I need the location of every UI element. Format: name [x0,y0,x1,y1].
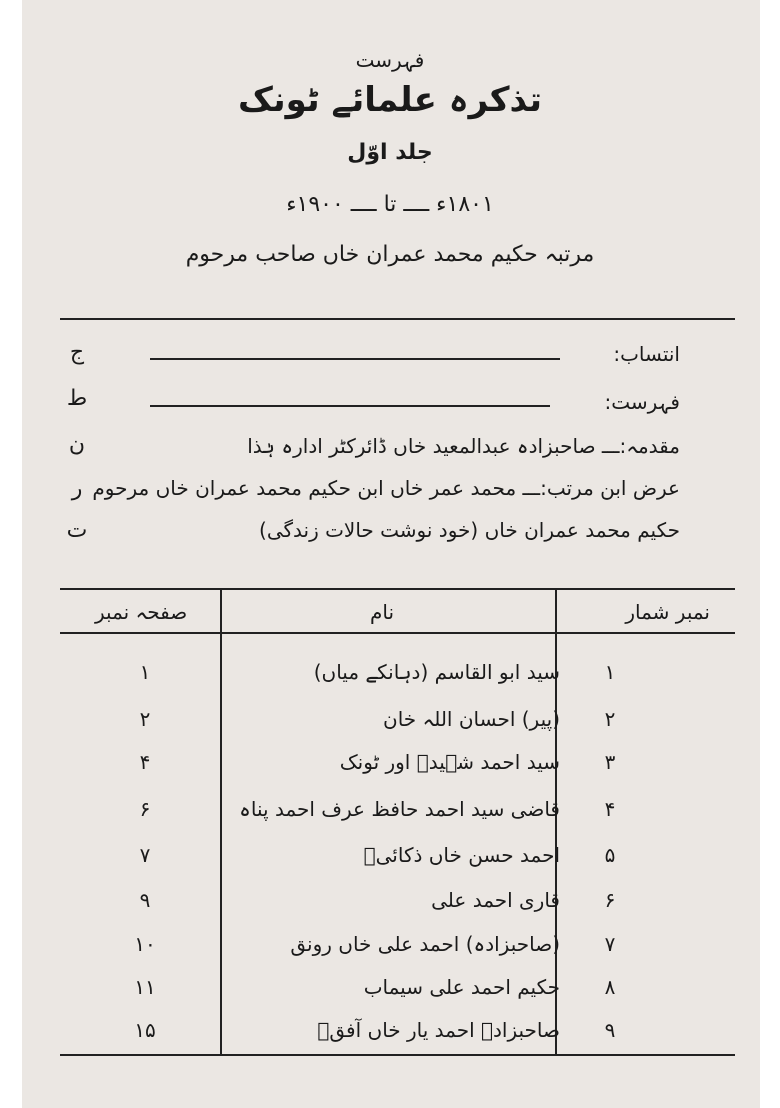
page-cell: ۱ [139,660,151,684]
page-cell: ۷ [139,843,151,867]
page-cell: ۶ [139,797,151,821]
front-matter-item: فہرست: [604,390,680,414]
leader-line [150,358,560,360]
serial-cell: ۷ [604,932,616,956]
table-row [0,797,780,837]
front-matter-item: انتساب: [613,342,680,366]
front-matter-page: ر [71,476,83,501]
page-cell: ۱۱ [134,975,156,999]
table-top-border [60,588,735,590]
period: ۱۸۰۱ء ــــ تا ــــ ۱۹۰۰ء [286,192,494,217]
serial-cell: ۹ [604,1018,616,1042]
serial-cell: ۲ [604,707,616,731]
front-matter-item: عرض ابن مرتب:ـــ محمد عمر خاں ابن حکیم محمد عمران خاں مرحوم [92,476,680,500]
serial-cell: ۵ [604,843,616,867]
page-cell: ۱۵ [134,1018,156,1042]
table-row [0,1018,780,1058]
name-cell: سید احمد شہیدؒ اور ٹونک [339,750,560,774]
leader-line [150,405,550,407]
page-cell: ۱۰ [134,932,156,956]
serial-cell: ۸ [604,975,616,999]
front-matter-item: حکیم محمد عمران خاں (خود نوشت حالات زندگی) [259,518,680,542]
serial-cell: ۱ [604,660,616,684]
name-cell: (پیر) احسان اللہ خان [383,707,560,731]
table-row [0,975,780,1015]
table-row [0,843,780,883]
table-row [0,660,780,700]
header-name: نام [370,600,395,624]
front-matter-page: ج [69,340,85,365]
page-cell: ۹ [139,888,151,912]
name-cell: صاحبزادہ احمد یار خاں آفقؔ [317,1018,560,1042]
front-matter-page: ن [68,432,86,457]
name-cell: قاضی سید احمد حافظ عرف احمد پناہ [239,797,560,821]
serial-cell: ۶ [604,888,616,912]
table-row [0,750,780,790]
page-cell: ۴ [139,750,151,774]
front-matter-item: مقدمہ:ـــ صاحبزادہ عبدالمعید خاں ڈائرکٹر ادارہ ہٰذا [247,434,680,458]
header-border [60,632,735,634]
table-row [0,888,780,928]
name-cell: سید ابو القاسم (دہانکے میاں) [313,660,560,684]
divider [60,318,735,320]
volume-label: جلد اوّل [347,140,433,165]
name-cell: قاری احمد علی [431,888,560,912]
name-cell: حکیم احمد علی سیماب [363,975,560,999]
front-matter-page: ط [66,386,88,411]
front-matter-page: ت [66,518,88,543]
page-cell: ۲ [139,707,151,731]
table-row [0,932,780,972]
serial-cell: ۳ [604,750,616,774]
name-cell: احمد حسن خاں ذکائیؔ [363,843,560,867]
table-row [0,707,780,747]
book-title: تذکرہ علمائے ٹونک [238,80,542,120]
compiler: مرتبہ حکیم محمد عمران خاں صاحب مرحوم [185,242,595,267]
header-serial: نمبر شمار [625,600,710,624]
header-page: صفحہ نمبر [95,600,188,624]
list-label: فہرست [355,48,425,72]
name-cell: (صاحبزادہ) احمد علی خاں رونق [290,932,560,956]
serial-cell: ۴ [604,797,616,821]
